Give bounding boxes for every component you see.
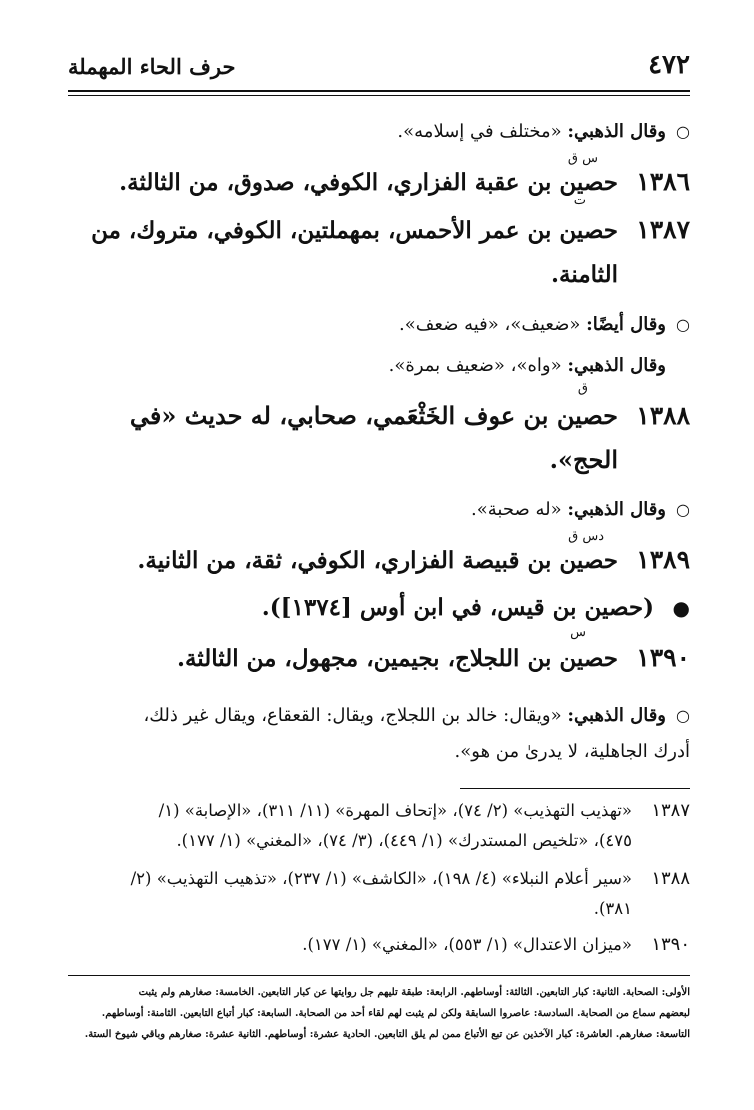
entry-sigla: س (570, 625, 586, 640)
footnote-number: ١٣٨٧ (651, 800, 690, 821)
tabaqat-legend: الأولى: الصحابة. الثانية: كبار التابعين. الثالثة: أوساطهم. الرابعة: طبقة تليهم جل روايتها عن كبار التابعين. الخامسة: صغارهم ولم يثبت لبعضهم سماع من الصحابة. السادسة: عاصروا السابقة ولكن لم يثبت لهم لقاء أحد من الصحابة. السابعة: كبار أتباع التابعين. الثامنة: أوساطهم. التاسعة: صغارهم. العاشرة: كبار الآخذين عن تبع الأتباع ممن لم يلق التابعين. الحادية عشرة: أوساطهم. الثانية عشرة: صغارهم وباقي شيوخ الستة. (84, 987, 690, 1040)
entry-1388: ق ١٣٨٨حصين بن عوف الخَثْعَمي، صحابي، له حديث «في الحج». (129, 381, 690, 474)
entry-name: حصين (556, 401, 618, 430)
footnote-number: ١٣٨٨ (651, 868, 690, 889)
footnote-number: ١٣٩٠ (651, 934, 690, 955)
circle-bullet-icon: ○ (676, 500, 690, 519)
cross-reference: ●(حصين بن قيس، في ابن أوس [١٣٧٤]). (68, 588, 690, 628)
entry-name: حصين (559, 169, 618, 196)
black-dot-bullet-icon: ● (672, 596, 690, 620)
entry-number: ١٣٨٩ (636, 545, 690, 574)
page-header (68, 44, 690, 90)
note-dhahabi-1: ○وقال الذهبي: «مختلف في إسلامه». (68, 118, 690, 146)
entry-name: حصين (559, 217, 618, 244)
entry-number: ١٣٩٠ (636, 643, 690, 672)
footnote-rule (460, 788, 690, 789)
circle-bullet-icon: ○ (676, 122, 690, 141)
entry-1386: س ق ١٣٨٦حصين بن عقبة الفزاري، الكوفي، صدوق، من الثالثة. (68, 160, 690, 205)
footnote-1390: ١٣٩٠«ميزان الاعتدال» (١/ ٥٥٣)، «المغني» (١/ ١٧٧). (68, 930, 690, 960)
header-rule (68, 90, 690, 92)
entry-number: ١٣٨٧ (636, 215, 690, 244)
entry-1390: س ١٣٩٠حصين بن اللجلاج، بجيمين، مجهول، من الثالثة. (68, 636, 690, 681)
entry-name: حصين (559, 645, 618, 672)
legend-rule (68, 975, 690, 976)
entry-1387: ت ١٣٨٧حصين بن عمر الأحمس، بمهملتين، الكوفي، متروك، من الثامنة. (91, 193, 690, 288)
entry-sigla: س ق (567, 151, 598, 166)
entry-sigla: ق (577, 381, 588, 396)
entry-sigla: دس ق (568, 529, 604, 544)
header-rule-thin (68, 95, 690, 96)
note-ayda: ○وقال أيضًا: «ضعيف»، «فيه ضعف». (68, 311, 690, 339)
entry-number: ١٣٨٦ (636, 167, 690, 196)
page-number: ٤٧٢ (648, 50, 690, 80)
note-dhahabi-3: ○وقال الذهبي: «له صحبة». (68, 496, 690, 524)
circle-bullet-icon: ○ (676, 315, 690, 334)
entry-number: ١٣٨٨ (636, 401, 690, 430)
entry-sigla: ت (573, 193, 586, 208)
note-dhahabi-2: وقال الذهبي: «واه»، «ضعيف بمرة». (388, 355, 666, 376)
page-title: حرف الحاء المهملة (68, 54, 236, 79)
entry-1389: دس ق ١٣٨٩حصين بن قبيصة الفزاري، الكوفي، ثقة، من الثانية. (68, 538, 690, 583)
note-dhahabi-4: ○وقال الذهبي: «ويقال: خالد بن اللجلاج، ويقال: القعقاع، ويقال غير ذلك، أدرك الجاهلية، لا يدرىٰ من هو». (68, 698, 690, 770)
footnote-1388: ١٣٨٨«سير أعلام النبلاء» (٤/ ١٩٨)، «الكاشف» (١/ ٢٣٧)، «تذهيب التهذيب» (٢/ ٣٨١). (68, 864, 690, 924)
footnote-1387: ١٣٨٧«تهذيب التهذيب» (٢/ ٧٤)، «إتحاف المهرة» (١١/ ٣١١)، «الإصابة» (١/ ٤٧٥)، «تلخيص المستدرك» (١/ ٤٤٩)، (٣/ ٧٤)، «المغني» (١/ ١٧٧). (68, 796, 690, 856)
entry-name: حصين (559, 547, 618, 574)
circle-bullet-icon: ○ (676, 706, 690, 725)
